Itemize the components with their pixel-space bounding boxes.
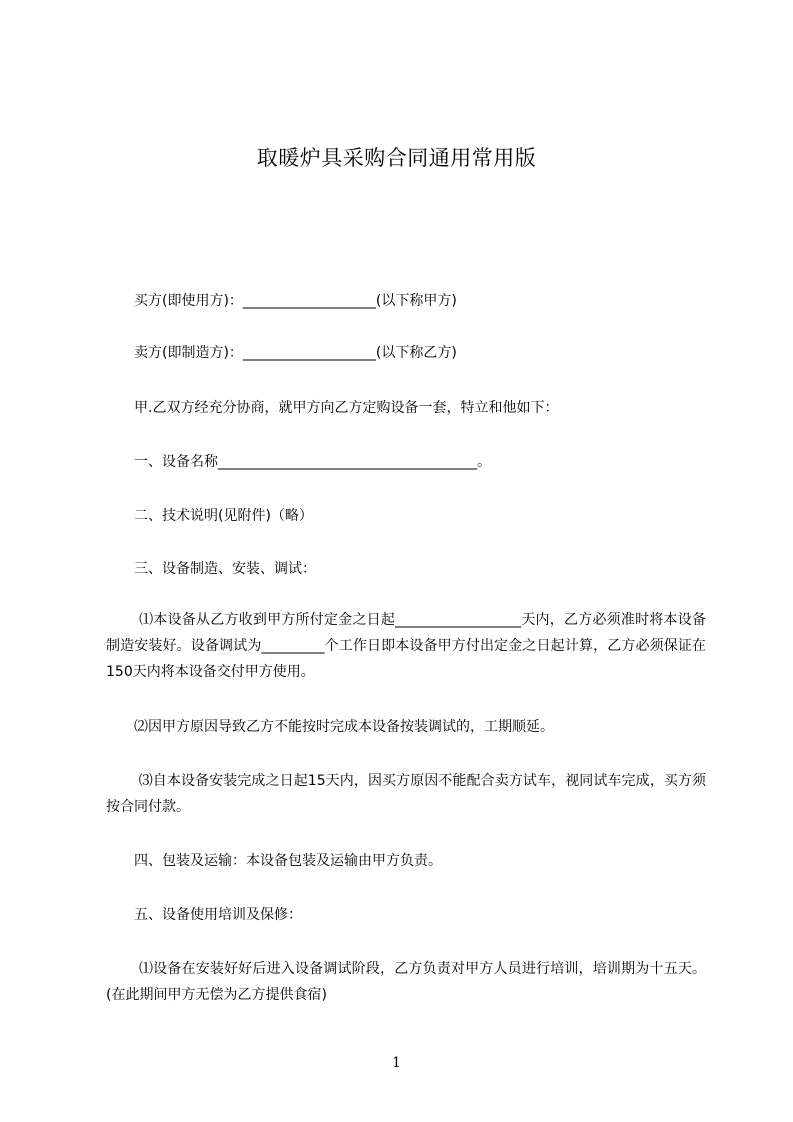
agreement-intro: 甲.乙双方经充分协商，就甲方向乙方定购设备一套，特立和他如下： <box>106 400 559 416</box>
page-number: 1 <box>392 1055 401 1071</box>
clause-5-heading: 五、设备使用培训及保修： <box>106 907 302 923</box>
buyer-line: 买方(即使用方)：___________________(以下称甲方) <box>106 293 457 309</box>
document-title: 取暖炉具采购合同通用常用版 <box>256 146 537 170</box>
clause-4-packaging: 四、包装及运输：本设备包装及运输由甲方负责。 <box>106 853 442 869</box>
clause-3-item-3: ⑶自本设备安装完成之日起15天内，因买方原因不能配合卖方试车，视同试车完成，买方须按合同付款。 <box>106 773 706 815</box>
clause-3-heading: 三、设备制造、安装、调试： <box>106 561 316 577</box>
clause-3-item-2: ⑵因甲方原因导致乙方不能按时完成本设备按装调试的，工期顺延。 <box>106 719 554 735</box>
clause-1-equipment-name: 一、设备名称_____________________________________。 <box>106 454 491 470</box>
seller-line: 卖方(即制造方)：___________________(以下称乙方) <box>106 345 457 361</box>
clause-5-item-1: ⑴设备在安装好好后进入设备调试阶段，乙方负责对甲方人员进行培训，培训期为十五天。(在此期间甲方无偿为乙方提供食宿) <box>106 961 706 1003</box>
clause-2-technical-spec: 二、技术说明(见附件)（略） <box>106 508 313 524</box>
clause-3-item-1: ⑴本设备从乙方收到甲方所付定金之日起__________________天内，乙方必须准时将本设备制造安装好。设备调试为_________个工作日即本设备甲方付出定金之日起计算，乙方必须保证在150天内将本设备交付甲方使用。 <box>106 612 706 680</box>
